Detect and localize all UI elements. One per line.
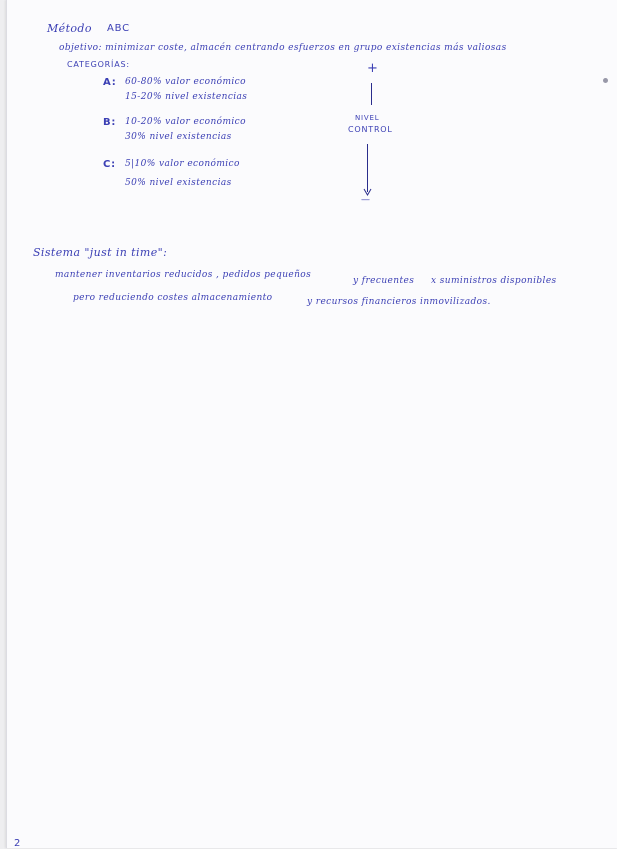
page-number: 2: [14, 838, 21, 849]
control-upper-line: [371, 83, 372, 105]
category-c-stock: 50% nivel existencias: [125, 178, 232, 188]
control-arrow-shaft: [367, 144, 368, 192]
categories-label: CATEGORÍAS:: [67, 60, 130, 69]
abc-objective: objetivo: minimizar coste, almacén centrando esfuerzos en grupo existencias más valiosas: [59, 43, 507, 53]
category-a-stock: 15-20% nivel existencias: [125, 92, 248, 102]
jit-line1-part1: mantener inventarios reducidos , pedidos pequeños: [55, 270, 312, 280]
notebook-page: [6, 0, 617, 848]
category-b-letter: B:: [103, 117, 117, 128]
jit-line1-part3: x suministros disponibles: [431, 276, 557, 286]
category-b-stock: 30% nivel existencias: [125, 132, 232, 142]
control-label-nivel: NIVEL: [355, 114, 380, 122]
category-c-value: 5|10% valor económico: [125, 159, 240, 169]
control-plus-sign: +: [367, 61, 379, 76]
control-minus-sign: —: [361, 195, 371, 205]
abc-method-tag: ABC: [107, 23, 130, 34]
category-b-value: 10-20% valor económico: [125, 117, 246, 127]
control-label-control: CONTROL: [348, 125, 393, 134]
category-a-value: 60-80% valor económico: [125, 77, 246, 87]
jit-line2-part2: y recursos financieros inmovilizados.: [307, 297, 491, 307]
binder-hole: [603, 78, 608, 83]
category-c-letter: C:: [103, 159, 116, 170]
jit-line2-part1: pero reduciendo costes almacenamiento: [73, 293, 273, 303]
jit-title: Sistema "just in time":: [33, 246, 168, 259]
jit-line1-part2: y frecuentes: [353, 276, 415, 286]
category-a-letter: A:: [103, 77, 117, 88]
abc-method-title: Método: [47, 22, 92, 35]
